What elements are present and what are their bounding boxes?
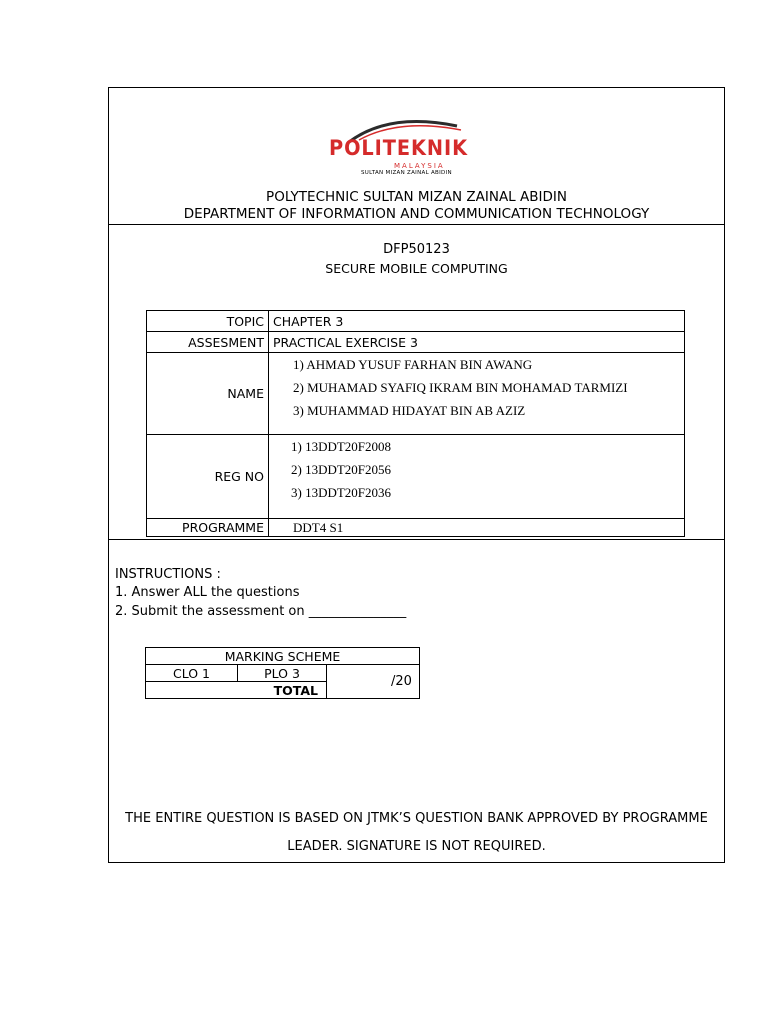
assessment-value: PRACTICAL EXERCISE 3 — [269, 332, 685, 353]
logo-wordmark: POLITEKNIK — [329, 136, 468, 160]
topic-value: CHAPTER 3 — [269, 311, 685, 332]
footer-note-line2: LEADER. SIGNATURE IS NOT REQUIRED. — [287, 839, 546, 854]
institution-name: POLYTECHNIC SULTAN MIZAN ZAINAL ABIDIN — [266, 189, 567, 205]
clo-cell: CLO 1 — [146, 665, 238, 682]
reg-no: 2) 13DDT20F2056 — [291, 462, 392, 477]
reg-no-cell — [269, 435, 685, 519]
footer-note-line1: THE ENTIRE QUESTION IS BASED ON JTMK’S QUESTION BANK APPROVED BY PROGRAMME — [125, 811, 708, 826]
course-name: SECURE MOBILE COMPUTING — [325, 261, 508, 276]
programme-label: PROGRAMME — [147, 519, 269, 537]
department-name: DEPARTMENT OF INFORMATION AND COMMUNICATION TECHNOLOGY — [183, 206, 650, 222]
student-name: 3) MUHAMMAD HIDAYAT BIN AB AZIZ — [293, 403, 526, 418]
student-names-list — [273, 353, 680, 422]
assessment-label: ASSESMENT — [147, 332, 269, 353]
logo-country: MALAYSIA — [394, 162, 445, 170]
course-code: DFP50123 — [383, 242, 450, 257]
politeknik-logo — [329, 116, 469, 176]
student-name: 2) MUHAMAD SYAFIQ IKRAM BIN MOHAMAD TARMIZI — [293, 380, 628, 395]
marking-scheme-title: MARKING SCHEME — [146, 648, 420, 665]
reg-no: 1) 13DDT20F2008 — [291, 439, 392, 454]
marking-scheme-table — [145, 647, 420, 699]
section-divider — [109, 224, 724, 225]
reg-no: 3) 13DDT20F2036 — [291, 485, 392, 500]
plo-cell: PLO 3 — [238, 665, 327, 682]
submission-info-table — [146, 310, 685, 537]
topic-label: TOPIC — [147, 311, 269, 332]
cover-page-frame — [108, 87, 725, 863]
names-cell — [269, 353, 685, 435]
programme-value: DDT4 S1 — [269, 519, 685, 537]
instructions-heading: INSTRUCTIONS : — [115, 567, 221, 582]
score-cell: /20 — [327, 665, 420, 699]
student-name: 1) AHMAD YUSUF FARHAN BIN AWANG — [293, 357, 533, 372]
reg-no-list — [273, 435, 680, 504]
name-label: NAME — [147, 353, 269, 435]
total-label: TOTAL — [146, 682, 327, 699]
logo-tagline: SULTAN MIZAN ZAINAL ABIDIN — [361, 170, 452, 176]
reg-no-label: REG NO — [147, 435, 269, 519]
instruction-item: 2. Submit the assessment on _______________ — [115, 604, 407, 619]
section-divider — [109, 539, 724, 540]
instruction-item: 1. Answer ALL the questions — [115, 585, 300, 600]
